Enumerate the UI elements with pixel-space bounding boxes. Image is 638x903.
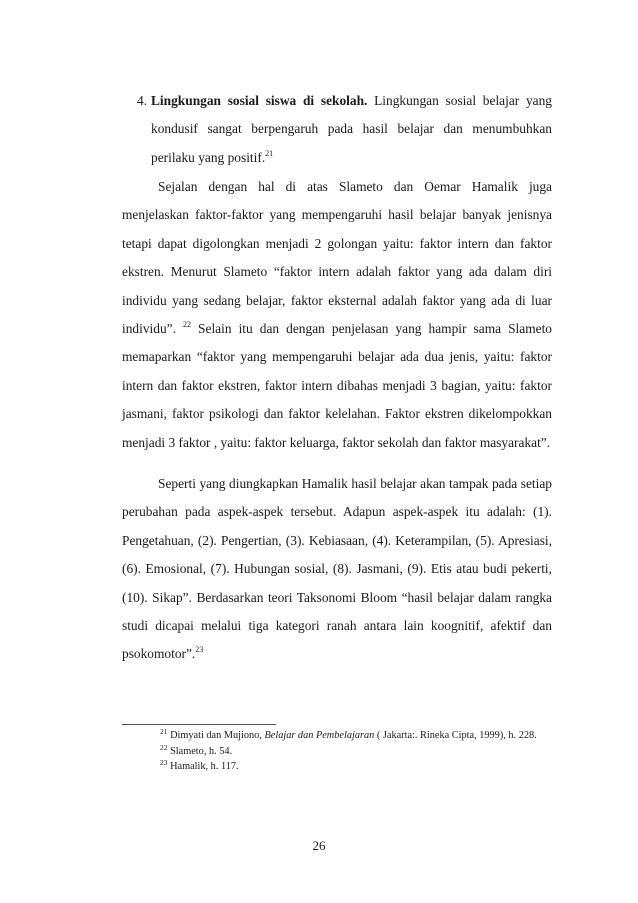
footnotes — [122, 728, 552, 775]
footnote-23 — [122, 759, 552, 775]
footnote-separator — [122, 724, 276, 725]
footnote-number: 23 — [160, 758, 168, 768]
footnote-ref-22[interactable]: 22 — [183, 320, 191, 330]
footnote-text: Slameto, h. 54. — [167, 745, 233, 757]
list-item-4 — [122, 87, 552, 172]
footnote-21 — [122, 728, 552, 744]
footnote-ref-23[interactable]: 23 — [195, 645, 204, 655]
footnote-text: ( Jakarta:. Rineka Cipta, 1999), h. 228. — [374, 730, 537, 741]
footnote-ref-21[interactable]: 21 — [265, 148, 274, 158]
paragraph-learning-outcomes — [122, 470, 552, 669]
paragraph-factors — [122, 173, 552, 457]
footnote-number: 21 — [160, 727, 168, 736]
footnote-text: Hamalik, h. 117. — [167, 761, 239, 773]
paragraph-text: Sejalan dengan hal di atas Slameto dan Oemar Hamalik juga menjelaskan faktor-faktor yang mempengaruhi hasil belajar banyak jenisnya tetapi dapat digolongkan menjadi 2 golongan yaitu: faktor intern dan faktor ekstren. Menurut Slameto “faktor intern adalah faktor yang ada dalam diri individu yang sedang belajar, faktor eksternal adalah faktor yang ada di luar individu”. — [122, 179, 552, 337]
paragraph-text: Selain itu dan dengan penjelasan yang hampir sama Slameto memaparkan “faktor yang mempengaruhi belajar ada dua jenis, yaitu: faktor intern dan faktor ekstren, faktor intern dibahas menjadi 3 bagian, yaitu: faktor jasmani, faktor psikologi dan faktor kelelahan. Faktor ekstren dikelompokkan menjadi 3 faktor , yaitu: faktor keluarga, faktor sekolah dan faktor masyarakat”. — [122, 321, 552, 450]
footnote-book-title: Belajar dan Pembelajaran — [264, 730, 375, 741]
page-number: 26 — [312, 838, 326, 853]
list-item-text: Lingkungan sosial belajar yang kondusif sangat berpengaruh pada hasil belajar dan menumbuhkan perilaku yang positif. — [151, 93, 552, 165]
list-item-body — [151, 87, 552, 172]
paragraph-text: Seperti yang diungkapkan Hamalik hasil belajar akan tampak pada setiap perubahan pada aspek-aspek tersebut. Adapun aspek-aspek itu adalah: (1). Pengetahuan, (2). Pengertian, (3). Kebiasaan, (4). Keterampilan, (5). Apresiasi, (6). Emosional, (7). Hubungan sosial, (8). Jasmani, (9). Etis atau budi pekerti, (10). Sikap”. Berdasarkan teori Taksonomi Bloom “hasil belajar dalam rangka studi dicapai melalui tiga kategori ranah antara lain koognitif, afektif dan psokomotor”. — [122, 476, 552, 662]
list-item-title: Lingkungan sosial siswa di sekolah. — [151, 93, 368, 108]
footnote-22 — [122, 744, 552, 760]
list-number: 4. — [137, 93, 148, 108]
footnote-text: Dimyati dan Mujiono, — [167, 730, 265, 741]
footnote-number: 22 — [160, 742, 168, 752]
